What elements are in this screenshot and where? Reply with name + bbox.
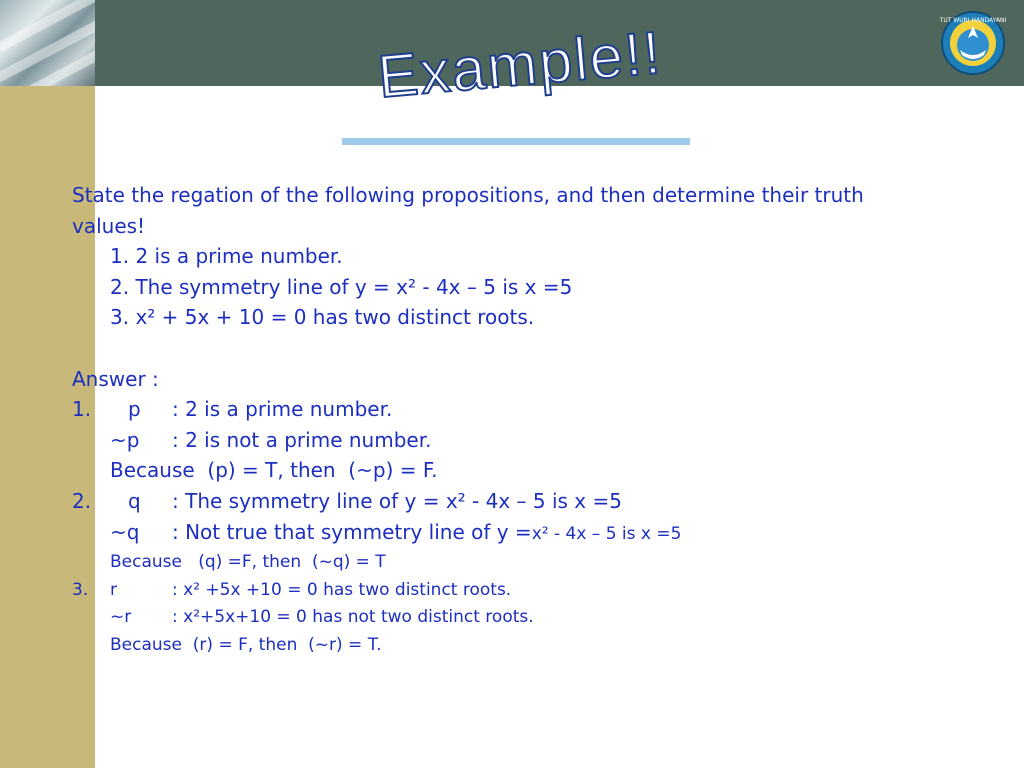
answer-number: 1.: [72, 397, 92, 422]
slide-body: [72, 180, 1020, 659]
because-line: Because (r) = F, then (~r) = T.: [110, 634, 382, 655]
slide-title: Example!!: [375, 18, 665, 111]
corner-photo: [0, 0, 95, 86]
answer-row: [72, 486, 1020, 517]
answer-row: [72, 425, 1020, 456]
answer-row: [72, 604, 1020, 632]
negation-text: : Not true that symmetry line of y =: [172, 519, 532, 544]
proposition-text: : 2 is a prime number.: [172, 397, 393, 422]
answer-number: 3.: [72, 579, 89, 600]
proposition-text: : The symmetry line of y = x² - 4x – 5 is x =5: [172, 488, 622, 513]
proposition-symbol: q: [128, 488, 141, 513]
proposition-item: 2. The symmetry line of y = x² - 4x – 5 is x =5: [110, 274, 573, 299]
negation-symbol: ~q: [110, 519, 140, 544]
spacer: [72, 333, 1020, 364]
answer-label: Answer :: [72, 366, 159, 391]
because-line: Because (q) =F, then (~q) = T: [110, 552, 386, 573]
proposition-item: 3. x² + 5x + 10 = 0 has two distinct roots.: [110, 305, 535, 330]
title-underline: [342, 138, 690, 145]
svg-text:TUT WURI HANDAYANI: TUT WURI HANDAYANI: [940, 17, 1006, 24]
question-line: State the regation of the following propositions, and then determine their truth: [72, 183, 864, 207]
negation-text-tail: x² - 4x – 5 is x =5: [531, 523, 682, 544]
answer-number: 2.: [72, 488, 92, 513]
question-line: values!: [72, 213, 146, 238]
negation-symbol: ~r: [110, 607, 132, 628]
answer-row: [72, 577, 1020, 605]
proposition-symbol: r: [110, 579, 117, 600]
proposition-item: 1. 2 is a prime number.: [110, 244, 343, 269]
negation-text: : x²+5x+10 = 0 has not two distinct roots.: [172, 607, 534, 628]
negation-symbol: ~p: [110, 427, 140, 452]
ministry-emblem-icon: [940, 10, 1006, 76]
negation-text: : 2 is not a prime number.: [172, 427, 432, 452]
answer-row: [72, 394, 1020, 425]
answer-row: [72, 517, 1020, 550]
because-line: Because (p) = T, then (~p) = F.: [110, 458, 438, 483]
proposition-text: : x² +5x +10 = 0 has two distinct roots.: [172, 579, 512, 600]
proposition-symbol: p: [128, 397, 141, 422]
